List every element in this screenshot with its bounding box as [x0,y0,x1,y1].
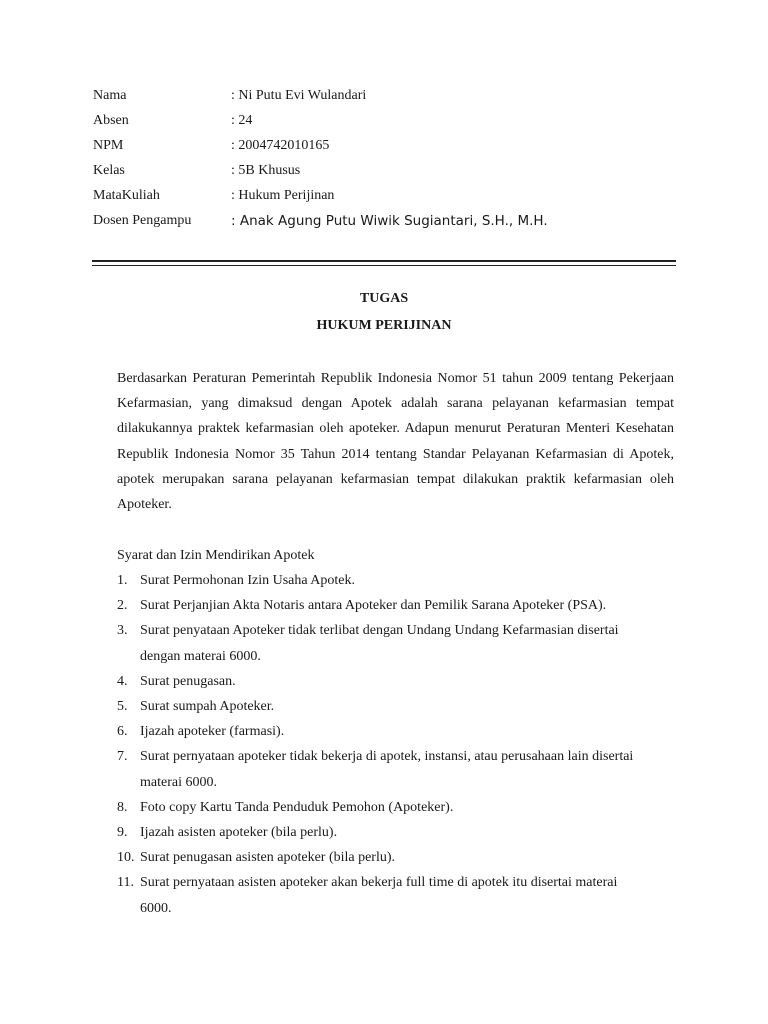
info-label: NPM [93,138,124,153]
list-item-text: Ijazah asisten apoteker (bila perlu). [140,825,338,841]
list-item-text: Ijazah apoteker (farmasi). [140,724,285,740]
info-row-nama [93,86,548,111]
requirements-list [117,568,674,921]
info-value: : 2004742010165 [231,138,330,153]
list-item [117,795,674,820]
info-label: Kelas [93,163,125,178]
list-item-number: 5. [117,699,128,715]
list-item-text: Surat pernyataan asisten apoteker akan bekerja full time di apotek itu disertai materai [140,875,618,891]
document-title: TUGAS [359,291,409,306]
list-item-text-continuation: dengan materai 6000. [140,648,261,664]
list-item-text: Surat Perjanjian Akta Notaris antara Apoteker dan Pemilik Sarana Apoteker (PSA). [140,598,607,614]
intro-paragraph: Berdasarkan Peraturan Pemerintah Republik Indonesia Nomor 51 tahun 2009 tentang Pekerjaan Kefarmasian, yang dimaksud dengan Apotek adalah sarana pelayanan kefarmasian tempat dilakukannya praktek kefarmasian oleh apoteker. Adapun menurut Peraturan Menteri Kesehatan Republik Indonesia Nomor 35 Tahun 2014 tentang Standar Pelayanan Kefarmasian di Apotek, apotek merupakan sarana pelayanan kefarmasian tempat dilakukan praktik kefarmasian oleh Apoteker. [117,371,674,513]
list-item-continuation [117,770,674,795]
list-item [117,719,674,744]
list-item-number: 11. [117,875,134,891]
list-item [117,820,674,845]
info-value: : 5B Khusus [231,163,301,178]
list-item [117,669,674,694]
info-label: Absen [93,113,129,128]
list-item-text: Surat sumpah Apoteker. [140,699,275,715]
info-row-npm [93,136,548,161]
list-item [117,870,674,895]
student-info [93,86,548,236]
info-value: : Ni Putu Evi Wulandari [231,88,367,103]
list-item [117,593,674,618]
list-item [117,694,674,719]
info-value: : 24 [231,113,253,128]
list-item [117,744,674,769]
list-item-text-continuation: 6000. [140,900,172,916]
list-item-number: 6. [117,724,128,740]
list-item-number: 10. [117,850,135,866]
list-item-number: 8. [117,799,128,815]
header-divider-thick [92,260,676,262]
list-item-number: 4. [117,673,128,689]
list-item-number: 9. [117,825,128,841]
info-row-absen [93,111,548,136]
info-value: : Anak Agung Putu Wiwik Sugiantari, S.H., M.H. [231,213,548,229]
list-item-number: 2. [117,598,128,614]
info-label: Dosen Pengampu [93,213,192,228]
list-item-continuation [117,644,674,669]
list-item-continuation [117,896,674,921]
list-item [117,568,674,593]
list-item-text: Surat penugasan asisten apoteker (bila perlu). [140,850,396,866]
list-item-text: Surat Permohonan Izin Usaha Apotek. [140,573,356,588]
info-value: : Hukum Perijinan [231,188,335,203]
info-row-matakuliah [93,186,548,211]
list-item-text-continuation: materai 6000. [140,774,217,790]
list-item-number: 3. [117,623,128,639]
list-item [117,845,674,870]
list-item [117,618,674,643]
info-row-kelas [93,161,548,186]
header-divider-thin [92,265,676,266]
list-item-text: Surat pernyataan apoteker tidak bekerja di apotek, instansi, atau perusahaan lain disertai [140,749,634,765]
info-label: Nama [93,88,127,103]
list-heading: Syarat dan Izin Mendirikan Apotek [117,548,315,563]
list-item-text: Surat penugasan. [140,673,236,689]
list-item-number: 1. [117,573,128,588]
list-item-text: Foto copy Kartu Tanda Penduduk Pemohon (Apoteker). [140,799,454,815]
info-row-dosen [93,211,548,236]
list-item-number: 7. [117,749,128,765]
document-subtitle: HUKUM PERIJINAN [316,318,452,333]
list-item-text: Surat penyataan Apoteker tidak terlibat dengan Undang Undang Kefarmasian disertai [140,623,619,639]
info-label: MataKuliah [93,188,160,203]
